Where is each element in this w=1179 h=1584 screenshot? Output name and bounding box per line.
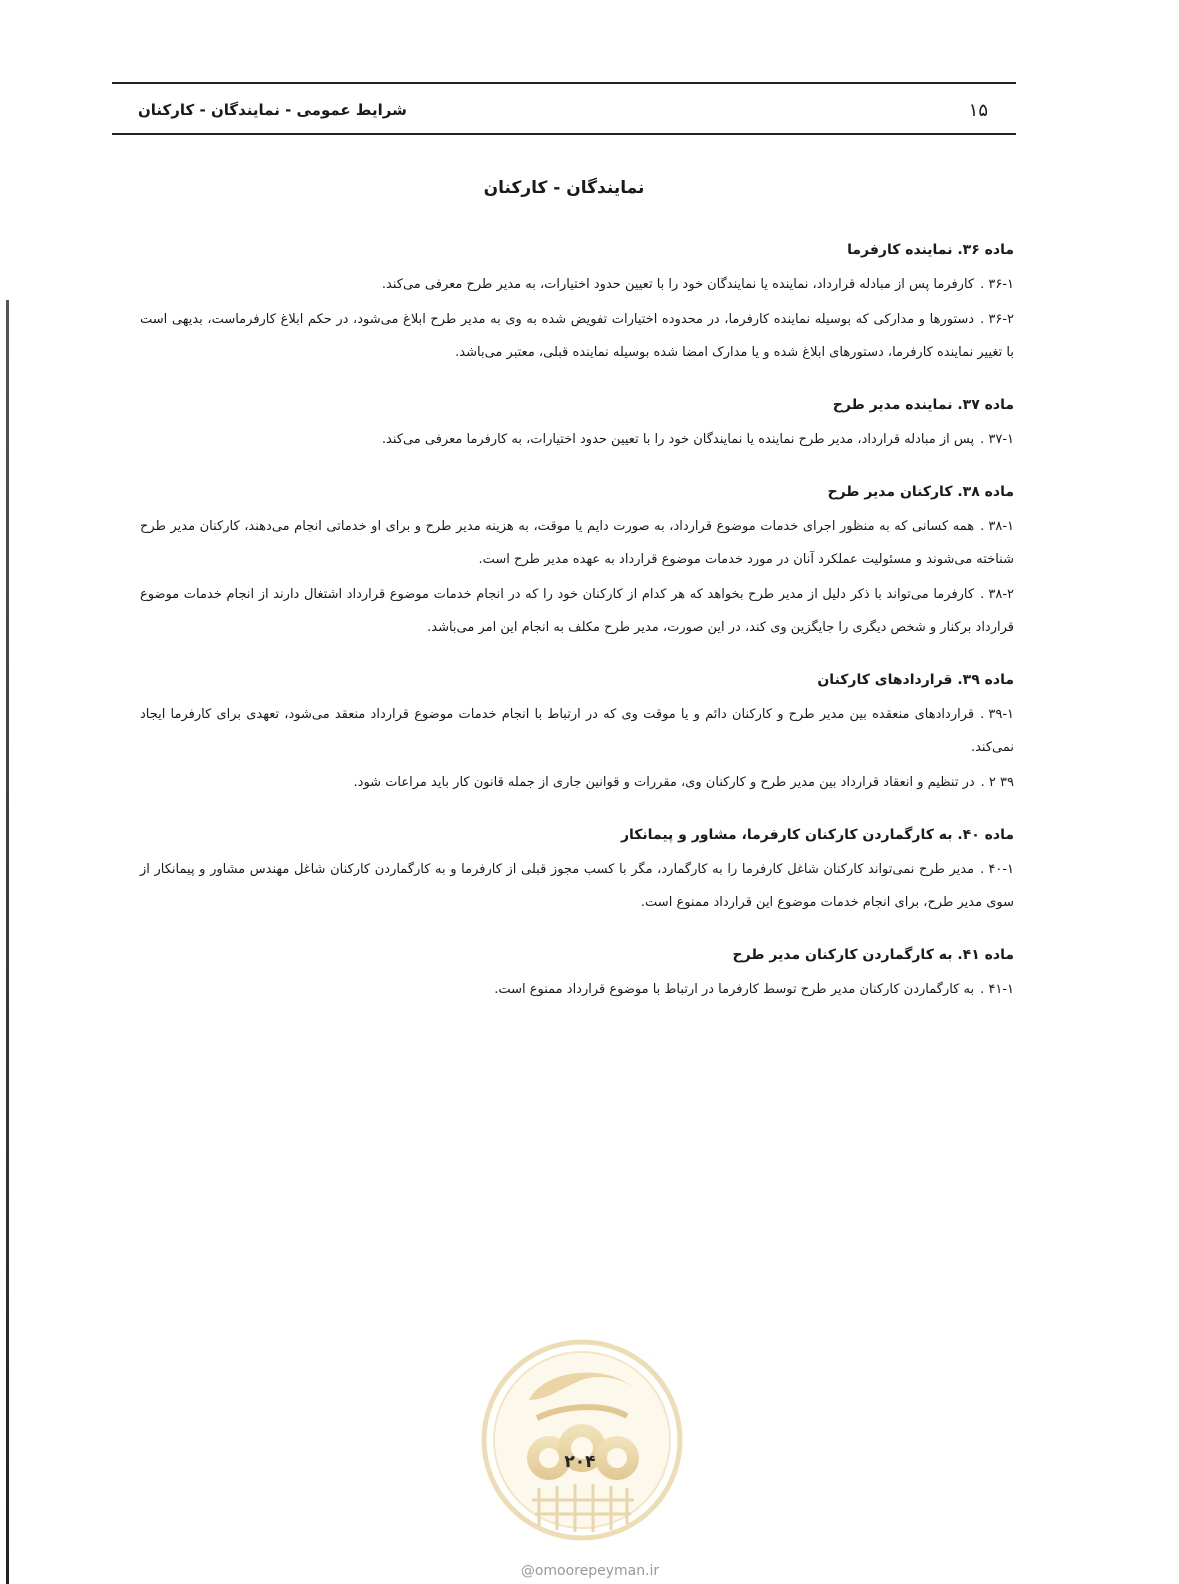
article-heading: ماده ۴۰. به کارگماردن کارکنان کارفرما، مشاور و پیمانکار bbox=[620, 827, 1014, 843]
article-heading: ماده ۳۹. قراردادهای کارکنان bbox=[817, 672, 1014, 688]
clause-number: ۳۷-۱ . bbox=[980, 432, 1014, 447]
clause-number: ۳۹ ۲ . bbox=[980, 775, 1014, 790]
clause-text: کارفرما پس از مبادله قرارداد، نماینده یا نمایندگان خود را با تعیین حدود اختیارات، به مدیر طرح معرفی می‌کند. bbox=[381, 277, 975, 292]
clause-number: ۳۹-۱ . bbox=[980, 707, 1014, 722]
clause-number: ۳۶-۱ . bbox=[980, 277, 1014, 292]
clause-text: در تنظیم و انعقاد قرارداد بین مدیر طرح و کارکنان وی، مقررات و قوانین جاری از جمله قانون کار باید مراعات شود. bbox=[353, 775, 975, 790]
article-clause bbox=[140, 303, 1014, 369]
article-block bbox=[140, 668, 1014, 799]
article-clause bbox=[140, 510, 1014, 576]
article-clause bbox=[140, 973, 1014, 1006]
page-number: ۱۵ bbox=[968, 99, 988, 121]
clause-text: کارفرما می‌تواند با ذکر دلیل از مدیر طرح بخواهد که هر کدام از کارکنان خود را که در انجام خدمات موضوع قرارداد اشتغال دارند از انجام خدمات موضوع قرارداد برکنار و شخص دیگری را جایگزین وی کند، در این صورت، مدیر طرح مکلف به انجام این امر می‌باشد. bbox=[140, 587, 1014, 635]
clause-text: مدیر طرح نمی‌تواند کارکنان شاغل کارفرما را به کارگمارد، مگر با کسب مجوز قبلی از کارفرما و به کارگماردن کارکنان شاغل مهندس مشاور و پیمانکار از سوی مدیر طرح، برای انجام خدمات موضوع این قرارداد ممنوع است. bbox=[140, 862, 1014, 910]
clause-number: ۳۸-۱ . bbox=[980, 519, 1014, 534]
clause-text: همه کسانی که به منظور اجرای خدمات موضوع قرارداد، به صورت دایم یا موقت، به هزینه مدیر طرح و برای او خدماتی انجام می‌دهند، کارکنان مدیر طرح شناخته می‌شوند و مسئولیت عملکرد آنان در مورد خدمات موضوع قرارداد به عهده مدیر طرح است. bbox=[140, 519, 1014, 567]
section-title: نمایندگان - کارکنان bbox=[483, 178, 645, 198]
article-heading: ماده ۳۸. کارکنان مدیر طرح bbox=[827, 484, 1014, 500]
running-title: شرایط عمومی - نمایندگان - کارکنان bbox=[138, 101, 407, 119]
article-clause bbox=[140, 698, 1014, 764]
article-clause bbox=[140, 268, 1014, 301]
article-heading: ماده ۳۶. نماینده کارفرما bbox=[847, 242, 1014, 258]
clause-text: پس از مبادله قرارداد، مدیر طرح نماینده یا نمایندگان خود را با تعیین حدود اختیارات، به کارفرما معرفی می‌کند. bbox=[381, 432, 975, 447]
clause-number: ۳۶-۲ . bbox=[980, 312, 1014, 327]
clause-text: قراردادهای منعقده بین مدیر طرح و کارکنان دائم و یا موقت وی که در ارتباط با انجام خدمات موضوع قرارداد منعقد می‌شود، تعهدی برای کارفرما ایجاد نمی‌کند. bbox=[140, 707, 1014, 755]
article-heading: ماده ۴۱. به کارگماردن کارکنان مدیر طرح bbox=[732, 947, 1014, 963]
watermark-url: @omoorepeyman.ir bbox=[520, 1563, 660, 1579]
article-heading: ماده ۳۷. نماینده مدیر طرح bbox=[832, 397, 1014, 413]
clause-number: ۴۱-۱ . bbox=[980, 982, 1014, 997]
scan-edge bbox=[6, 300, 9, 1584]
publisher-logo-watermark bbox=[477, 1330, 687, 1555]
article-clause bbox=[140, 853, 1014, 919]
article-clause bbox=[140, 578, 1014, 644]
article-block bbox=[140, 393, 1014, 456]
clause-number: ۴۰-۱ . bbox=[980, 862, 1014, 877]
clause-number: ۳۸-۲ . bbox=[980, 587, 1014, 602]
clause-text: دستورها و مدارکی که بوسیله نماینده کارفرما، در محدوده اختیارات تفویض شده به وی به مدیر طرح ابلاغ می‌شود، در حکم ابلاغ کارفرماست، بدیهی است با تغییر نماینده کارفرما، دستورهای ابلاغ شده و یا مدارک امضا شده بوسیله نماینده قبلی، معتبر می‌باشد. bbox=[140, 312, 1014, 360]
articles bbox=[140, 238, 1014, 1030]
header-rule-bottom bbox=[112, 133, 1016, 135]
article-block bbox=[140, 480, 1014, 644]
article-block bbox=[140, 238, 1014, 369]
header-rule-top bbox=[112, 82, 1016, 84]
clause-text: به کارگماردن کارکنان مدیر طرح توسط کارفرما در ارتباط با موضوع قرارداد ممنوع است. bbox=[494, 982, 975, 997]
running-header bbox=[112, 94, 1016, 126]
article-block bbox=[140, 943, 1014, 1006]
article-block bbox=[140, 823, 1014, 919]
article-clause bbox=[140, 766, 1014, 799]
folio-number: ۲۰۴ bbox=[564, 1452, 596, 1472]
article-clause bbox=[140, 423, 1014, 456]
